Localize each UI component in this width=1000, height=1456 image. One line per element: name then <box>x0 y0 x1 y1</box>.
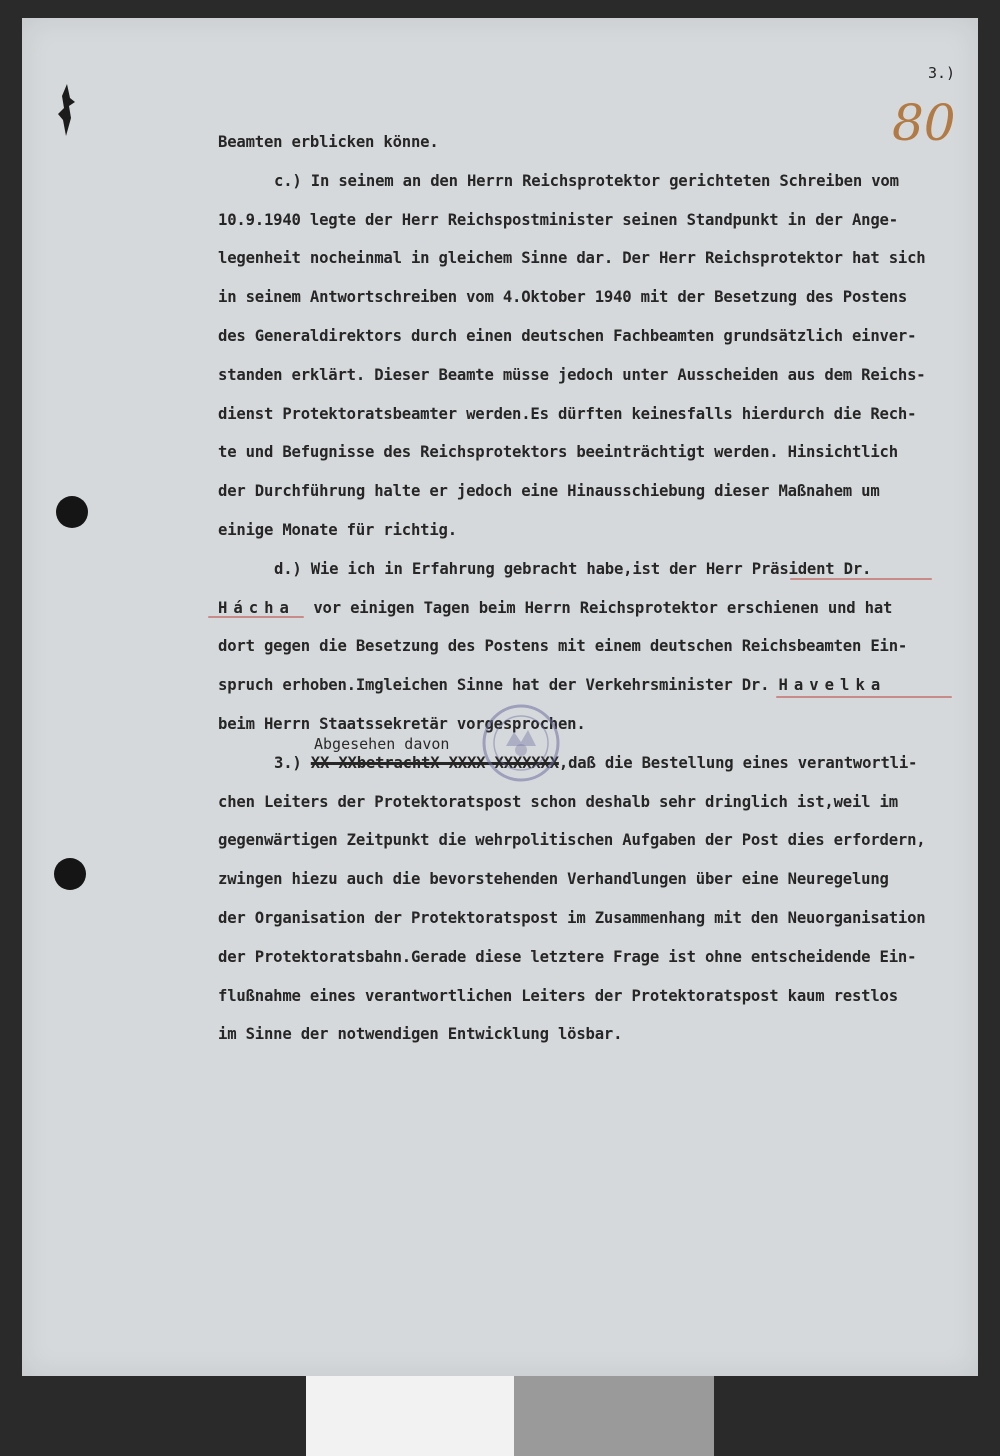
text-fragment: vor einigen Tagen beim Herrn Reichsprotektor erschienen und hat <box>313 598 893 617</box>
text-line: zwingen hiezu auch die bevorstehenden Verhandlungen über eine Neuregelung <box>218 870 889 889</box>
text-line: der Durchführung halte er jedoch eine Hinausschiebung dieser Maßnahem um <box>218 482 880 501</box>
text-line: in seinem Antwortschreiben vom 4.Oktober 1940 mit der Besetzung des Postens <box>218 288 908 307</box>
name-havelka: Havelka <box>778 676 887 695</box>
text-line <box>218 671 978 710</box>
text-line: einige Monate für richtig. <box>218 520 457 539</box>
punch-hole-upper <box>56 496 88 528</box>
text-line: beim Herrn Staatssekretär vorgesprochen. <box>218 714 586 733</box>
text-line: dienst Protektoratsbeamter werden.Es dürften keinesfalls hierdurch die Rech- <box>218 404 917 423</box>
text-line: standen erklärt. Dieser Beamte müsse jedoch unter Ausscheiden aus dem Reichs- <box>218 365 926 384</box>
text-line: c.) In seinem an den Herrn Reichsprotektor gerichteten Schreiben vom <box>274 171 899 190</box>
svg-text:80: 80 <box>892 94 956 152</box>
text-line: chen Leiters der Protektoratspost schon deshalb sehr dringlich ist,weil im <box>218 792 898 811</box>
text-line: d.) Wie ich in Erfahrung gebracht habe,ist der Herr Präsident Dr. <box>274 559 872 578</box>
text-line: 10.9.1940 legte der Herr Reichspostminister seinen Standpunkt in der Ange- <box>218 210 898 229</box>
text-fragment: ,daß die Bestellung eines verantwortli- <box>558 753 918 772</box>
text-line: der Protektoratsbahn.Gerade diese letztere Frage ist ohne entscheidende Ein- <box>218 947 917 966</box>
text-line: gegenwärtigen Zeitpunkt die wehrpolitischen Aufgaben der Post dies erfordern, <box>218 831 926 850</box>
text-line: der Organisation der Protektoratspost im Zusammenhang mit den Neuorganisation <box>218 908 926 927</box>
punch-hole-lower <box>54 858 86 890</box>
text-line: dort gegen die Besetzung des Postens mit einem deutschen Reichsbeamten Ein- <box>218 637 908 656</box>
text-line <box>218 749 978 788</box>
text-line <box>218 594 978 633</box>
text-line: des Generaldirektors durch einen deutschen Fachbeamten grundsätzlich einver- <box>218 326 917 345</box>
struck-through-text: XX XXbetrachtX XXXX XXXXXXX <box>310 753 559 772</box>
round-stamp-icon <box>480 702 562 784</box>
section-number: 3.) <box>274 753 302 772</box>
typed-insertion: Abgesehen davon <box>314 735 450 753</box>
document-body <box>218 128 978 1059</box>
calibration-strip-white <box>306 1376 514 1456</box>
text-fragment: spruch erhoben.Imgleichen Sinne hat der Verkehrsminister Dr. <box>218 676 770 695</box>
text-line: te und Befugnisse des Reichsprotektors beeinträchtigt werden. Hinsichtlich <box>218 443 898 462</box>
text-line: flußnahme eines verantwortlichen Leiters der Protektoratspost kaum restlos <box>218 986 898 1005</box>
text-line: Beamten erblicken könne. <box>218 133 439 151</box>
page-number: 3.) <box>928 64 956 82</box>
tear-mark-icon <box>58 84 76 136</box>
text-line: im Sinne der notwendigen Entwicklung lösbar. <box>218 1025 623 1044</box>
name-hacha: Hácha <box>218 598 295 617</box>
calibration-strip-grey <box>514 1376 714 1456</box>
text-line: legenheit nocheinmal in gleichem Sinne dar. Der Herr Reichsprotektor hat sich <box>218 249 926 268</box>
